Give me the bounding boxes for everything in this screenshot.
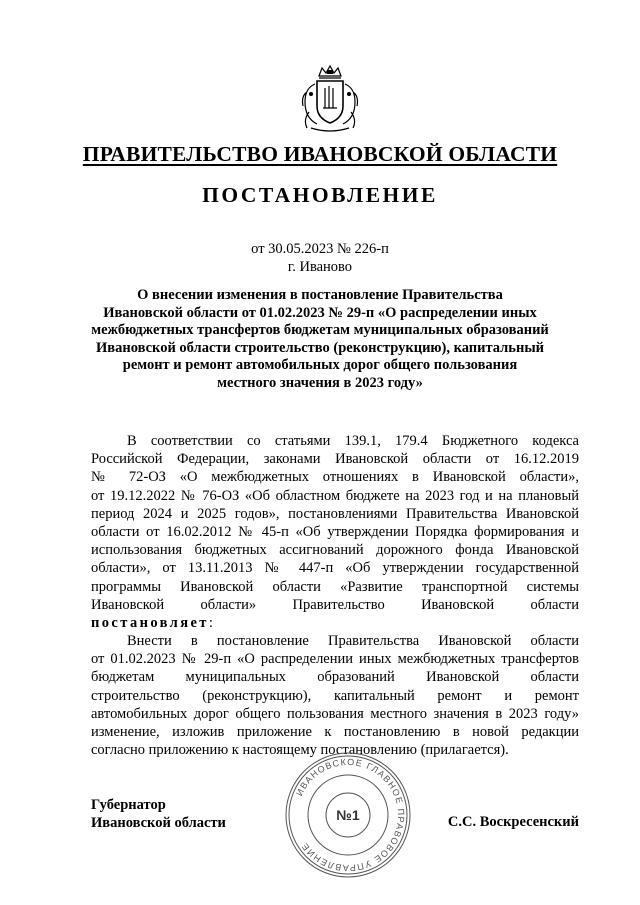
heading-line: ремонт и ремонт автомобильных дорог общего пользования [122,357,518,374]
resolves-word: постановляет [91,614,209,631]
operative-line: строительство (реконструкцию), капитальный ремонт и ремонт [91,687,579,704]
preamble-line: В соответствии со статьями 139.1, 179.4 Бюджетного кодекса [127,433,579,449]
operative-line: автомобильных дорог общего пользования местного значения в 2023 году» [91,705,579,722]
operative-line: бюджетам муниципальных образований Ивановской области [91,669,579,686]
date-number: от 30.05.2023 № 226-п [251,241,389,257]
resolution-heading [60,287,580,393]
operative-line: от 01.02.2023 № 29-п «О распределении иных межбюджетных трансфертов [91,651,579,668]
preamble-line: области от 16.02.2012 № 45-п «Об утверждении Порядка формирования и [91,523,579,540]
heading-line: О внесении изменения в постановление Правительства [137,287,503,303]
signatory-position [91,796,226,832]
position-line: Губернатор [91,797,166,813]
operative-line: Внести в постановление Правительства Ивановской области [127,633,579,650]
heading-line: местного значения в 2023 году» [217,374,423,391]
operative-line: согласно приложению к настоящему постановлению (прилагается). [91,742,509,759]
preamble-line: использования бюджетных ассигнований дорожного фонда Ивановской [91,542,579,559]
preamble-line: программы Ивановской области «Развитие транспортной системы [91,578,579,595]
preamble-line: области», от 13.11.2013 № 447-п «Об утверждении государственной [91,560,579,577]
official-seal-stamp [283,750,413,880]
preamble-line: от 19.12.2022 № 76-ОЗ «Об областном бюджете на 2023 год и на плановый [91,487,579,504]
operative-line: изменение, изложив приложение к постановлению в новой редакции [91,724,579,740]
heading-line: Ивановской области от 01.02.2023 № 29-п «О распределении иных [103,304,537,321]
heading-line: межбюджетных трансфертов бюджетам муниципальных образований [91,322,549,339]
preamble-line: Российской Федерации, законами Ивановской области от 16.12.2019 [91,451,579,468]
signatory-name: С.С. Воскресенский [447,814,579,830]
government-title: ПРАВИТЕЛЬСТВО ИВАНОВСКОЙ ОБЛАСТИ [82,142,558,166]
heading-line: Ивановской области строительство (реконструкцию), капитальный [95,339,545,356]
document-body [91,432,579,759]
city: г. Иваново [287,259,353,275]
seal-number: №1 [336,807,360,823]
document-type: ПОСТАНОВЛЕНИЕ [202,183,438,207]
preamble-line: Ивановской области» Правительство Ивановской области [91,596,579,613]
seal-ring-text: ИВАНОВСКОЕ ГЛАВНОЕ ПРАВОВОЕ УПРАВЛЕНИЕ [294,756,407,874]
resolves-colon: : [208,614,213,631]
resolves-line [91,614,579,632]
preamble-line: № 72-ОЗ «О межбюджетных отношениях в Ивановской области», [91,469,579,486]
position-line: Ивановской области [91,815,226,831]
coat-of-arms-icon [293,62,367,136]
preamble-line: период 2024 и 2025 годов», постановлениями Правительства Ивановской [91,505,579,522]
